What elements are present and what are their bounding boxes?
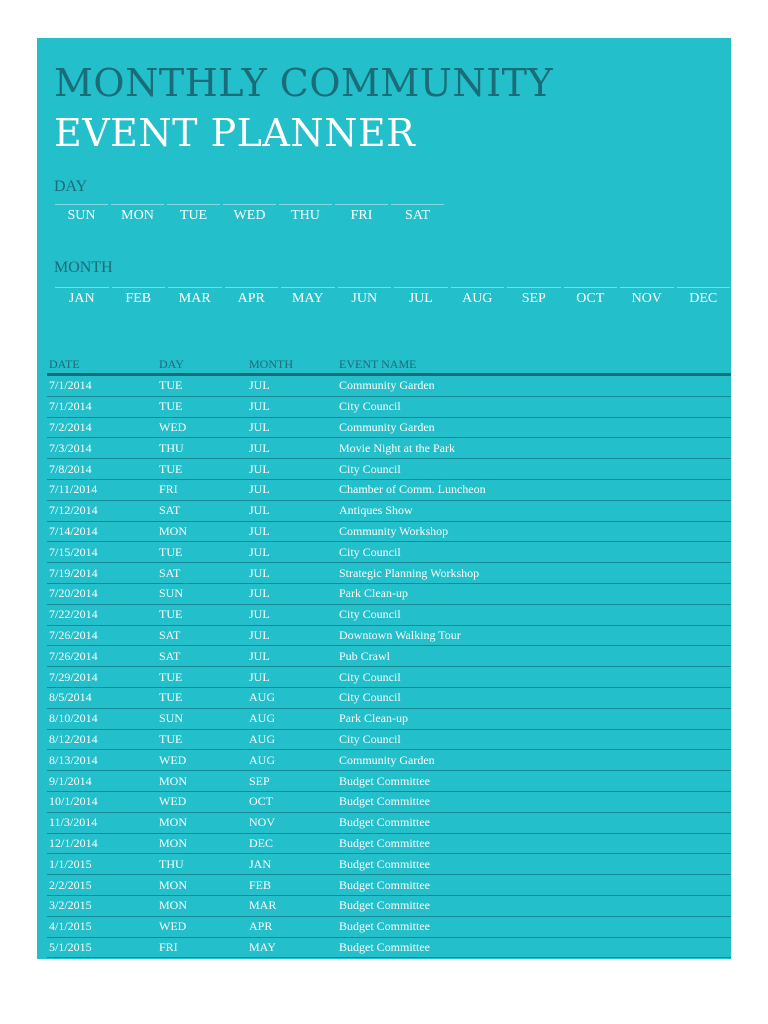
table-row [47, 771, 731, 792]
month-cell[interactable]: JUL [247, 667, 337, 688]
date-cell[interactable]: 7/29/2014 [47, 667, 157, 688]
day-picker [55, 204, 447, 224]
day-cell[interactable]: WED [157, 417, 247, 438]
table-row [47, 708, 731, 729]
day-cell[interactable]: WED [157, 916, 247, 937]
event-name-cell[interactable]: Community Garden [337, 375, 731, 397]
event-name-cell[interactable]: Budget Committee [337, 916, 731, 937]
month-filter-item[interactable]: JUN [338, 287, 392, 307]
date-cell[interactable]: 1/1/2015 [47, 854, 157, 875]
table-row [47, 625, 731, 646]
month-filter-item[interactable]: OCT [564, 287, 618, 307]
month-filter-item[interactable]: APR [225, 287, 279, 307]
month-cell[interactable]: JAN [247, 854, 337, 875]
day-cell[interactable]: TUE [157, 375, 247, 397]
day-cell[interactable]: SAT [157, 646, 247, 667]
month-picker [55, 287, 733, 307]
event-name-cell[interactable]: Pub Crawl [337, 646, 731, 667]
date-cell[interactable]: 7/20/2014 [47, 583, 157, 604]
date-cell[interactable]: 7/11/2014 [47, 479, 157, 500]
date-cell[interactable]: 7/14/2014 [47, 521, 157, 542]
date-cell[interactable]: 10/1/2014 [47, 791, 157, 812]
month-cell[interactable]: SEP [247, 771, 337, 792]
table-row [47, 812, 731, 833]
table-row [47, 895, 731, 916]
day-cell[interactable]: TUE [157, 729, 247, 750]
day-cell[interactable]: TUE [157, 396, 247, 417]
month-cell[interactable]: NOV [247, 812, 337, 833]
table-row [47, 542, 731, 563]
table-row [47, 791, 731, 812]
month-filter-item[interactable]: FEB [112, 287, 166, 307]
day-filter-item[interactable]: FRI [335, 204, 388, 224]
day-cell[interactable]: MON [157, 771, 247, 792]
day-cell[interactable]: MON [157, 521, 247, 542]
event-name-cell[interactable]: Budget Committee [337, 791, 731, 812]
month-cell[interactable]: MAR [247, 895, 337, 916]
month-cell[interactable]: JUL [247, 563, 337, 584]
month-cell[interactable]: JUL [247, 375, 337, 397]
month-cell[interactable]: AUG [247, 729, 337, 750]
table-header-row [47, 354, 731, 375]
date-cell[interactable]: 8/13/2014 [47, 750, 157, 771]
page-title [54, 58, 553, 158]
day-filter-item[interactable]: SUN [55, 204, 108, 224]
event-name-cell[interactable]: City Council [337, 667, 731, 688]
date-cell[interactable]: 7/22/2014 [47, 604, 157, 625]
table-row [47, 646, 731, 667]
month-cell[interactable]: AUG [247, 708, 337, 729]
date-cell[interactable]: 7/1/2014 [47, 396, 157, 417]
event-name-cell[interactable]: Chamber of Comm. Luncheon [337, 479, 731, 500]
date-cell[interactable]: 9/1/2014 [47, 771, 157, 792]
day-filter-item[interactable]: SAT [391, 204, 444, 224]
month-filter-item[interactable]: JAN [55, 287, 109, 307]
table-row [47, 750, 731, 771]
day-cell[interactable]: THU [157, 438, 247, 459]
month-filter-item[interactable]: SEP [507, 287, 561, 307]
date-cell[interactable]: 7/2/2014 [47, 417, 157, 438]
day-cell[interactable]: MON [157, 895, 247, 916]
event-name-cell[interactable]: City Council [337, 459, 731, 480]
date-cell[interactable]: 7/8/2014 [47, 459, 157, 480]
month-cell[interactable]: JUL [247, 604, 337, 625]
event-name-cell[interactable]: Budget Committee [337, 833, 731, 854]
table-row [47, 563, 731, 584]
event-name-cell[interactable]: City Council [337, 542, 731, 563]
title-line-1: MONTHLY COMMUNITY [54, 61, 554, 105]
month-filter-item[interactable]: MAR [168, 287, 222, 307]
date-cell[interactable]: 12/1/2014 [47, 833, 157, 854]
month-cell[interactable]: JUL [247, 396, 337, 417]
table-row [47, 875, 731, 896]
date-cell[interactable]: 7/1/2014 [47, 375, 157, 397]
date-cell[interactable]: 7/3/2014 [47, 438, 157, 459]
event-name-cell[interactable]: Downtown Walking Tour [337, 625, 731, 646]
date-cell[interactable]: 7/19/2014 [47, 563, 157, 584]
month-filter-item[interactable]: AUG [451, 287, 505, 307]
day-cell[interactable]: WED [157, 791, 247, 812]
table-row [47, 459, 731, 480]
event-name-cell[interactable]: Strategic Planning Workshop [337, 563, 731, 584]
month-cell[interactable]: JUL [247, 646, 337, 667]
event-name-cell[interactable]: Antiques Show [337, 500, 731, 521]
date-cell[interactable]: 11/3/2014 [47, 812, 157, 833]
day-filter-item[interactable]: WED [223, 204, 276, 224]
day-cell[interactable]: WED [157, 750, 247, 771]
month-cell[interactable]: MAY [247, 937, 337, 958]
event-name-cell[interactable]: City Council [337, 396, 731, 417]
month-filter-item[interactable]: DEC [677, 287, 731, 307]
event-name-cell[interactable]: Movie Night at the Park [337, 438, 731, 459]
month-cell[interactable]: JUL [247, 583, 337, 604]
day-cell[interactable]: SAT [157, 500, 247, 521]
table-row [47, 479, 731, 500]
event-name-cell[interactable]: Budget Committee [337, 771, 731, 792]
month-cell[interactable]: JUL [247, 417, 337, 438]
date-cell[interactable]: 3/2/2015 [47, 895, 157, 916]
event-name-cell[interactable]: Budget Committee [337, 895, 731, 916]
month-cell[interactable]: JUL [247, 521, 337, 542]
table-row [47, 500, 731, 521]
month-cell[interactable]: JUL [247, 479, 337, 500]
table-row [47, 687, 731, 708]
event-name-cell[interactable]: Community Garden [337, 750, 731, 771]
date-cell[interactable]: 8/12/2014 [47, 729, 157, 750]
event-name-cell[interactable]: Budget Committee [337, 854, 731, 875]
day-cell[interactable]: SAT [157, 563, 247, 584]
day-cell[interactable]: FRI [157, 937, 247, 958]
day-filter-item[interactable]: MON [111, 204, 164, 224]
column-header-event-name[interactable]: EVENT NAME [337, 354, 731, 375]
month-cell[interactable]: AUG [247, 687, 337, 708]
table-row [47, 375, 731, 397]
day-cell[interactable]: FRI [157, 479, 247, 500]
title-line-2: EVENT PLANNER [54, 111, 416, 155]
date-cell[interactable]: 8/10/2014 [47, 708, 157, 729]
table-row [47, 417, 731, 438]
table-row [47, 583, 731, 604]
event-name-cell[interactable]: Community Garden [337, 417, 731, 438]
table-row [47, 729, 731, 750]
date-cell[interactable]: 7/26/2014 [47, 625, 157, 646]
event-name-cell[interactable]: Park Clean-up [337, 708, 731, 729]
month-cell[interactable]: DEC [247, 833, 337, 854]
table-row [47, 667, 731, 688]
column-header-date[interactable]: DATE [47, 354, 157, 375]
event-name-cell[interactable]: City Council [337, 604, 731, 625]
event-name-cell[interactable]: Budget Committee [337, 875, 731, 896]
table-row [47, 438, 731, 459]
day-cell[interactable]: MON [157, 812, 247, 833]
day-cell[interactable]: SUN [157, 708, 247, 729]
day-filter-item[interactable]: THU [279, 204, 332, 224]
month-filter-item[interactable]: NOV [620, 287, 674, 307]
month-cell[interactable]: JUL [247, 459, 337, 480]
table-row [47, 937, 731, 958]
event-planner-sheet [37, 38, 731, 959]
month-cell[interactable]: JUL [247, 542, 337, 563]
date-cell[interactable]: 8/5/2014 [47, 687, 157, 708]
event-name-cell[interactable]: Community Workshop [337, 521, 731, 542]
day-cell[interactable]: TUE [157, 604, 247, 625]
event-name-cell[interactable]: City Council [337, 687, 731, 708]
day-cell[interactable]: SAT [157, 625, 247, 646]
table-row [47, 604, 731, 625]
event-name-cell[interactable]: City Council [337, 729, 731, 750]
day-cell[interactable]: TUE [157, 667, 247, 688]
month-filter-item[interactable]: JUL [394, 287, 448, 307]
date-cell[interactable]: 5/1/2015 [47, 937, 157, 958]
day-cell[interactable]: MON [157, 875, 247, 896]
month-section-label: MONTH [54, 259, 113, 276]
day-section-label: DAY [54, 178, 88, 195]
table-row [47, 521, 731, 542]
day-cell[interactable]: THU [157, 854, 247, 875]
event-name-cell[interactable]: Budget Committee [337, 937, 731, 958]
day-filter-item[interactable]: TUE [167, 204, 220, 224]
month-cell[interactable]: JUL [247, 500, 337, 521]
month-cell[interactable]: JUL [247, 625, 337, 646]
date-cell[interactable]: 7/15/2014 [47, 542, 157, 563]
month-filter-item[interactable]: MAY [281, 287, 335, 307]
date-cell[interactable]: 4/1/2015 [47, 916, 157, 937]
column-header-day[interactable]: DAY [157, 354, 247, 375]
day-cell[interactable]: TUE [157, 542, 247, 563]
day-cell[interactable]: SUN [157, 583, 247, 604]
month-cell[interactable]: OCT [247, 791, 337, 812]
event-name-cell[interactable]: Budget Committee [337, 812, 731, 833]
month-cell[interactable]: JUL [247, 438, 337, 459]
table-row [47, 916, 731, 937]
month-cell[interactable]: APR [247, 916, 337, 937]
day-cell[interactable]: MON [157, 833, 247, 854]
event-name-cell[interactable]: Park Clean-up [337, 583, 731, 604]
date-cell[interactable]: 7/12/2014 [47, 500, 157, 521]
day-cell[interactable]: TUE [157, 687, 247, 708]
day-cell[interactable]: TUE [157, 459, 247, 480]
month-cell[interactable]: AUG [247, 750, 337, 771]
table-row [47, 396, 731, 417]
events-table [47, 354, 731, 958]
date-cell[interactable]: 7/26/2014 [47, 646, 157, 667]
month-cell[interactable]: FEB [247, 875, 337, 896]
table-row [47, 854, 731, 875]
column-header-month[interactable]: MONTH [247, 354, 337, 375]
date-cell[interactable]: 2/2/2015 [47, 875, 157, 896]
table-row [47, 833, 731, 854]
